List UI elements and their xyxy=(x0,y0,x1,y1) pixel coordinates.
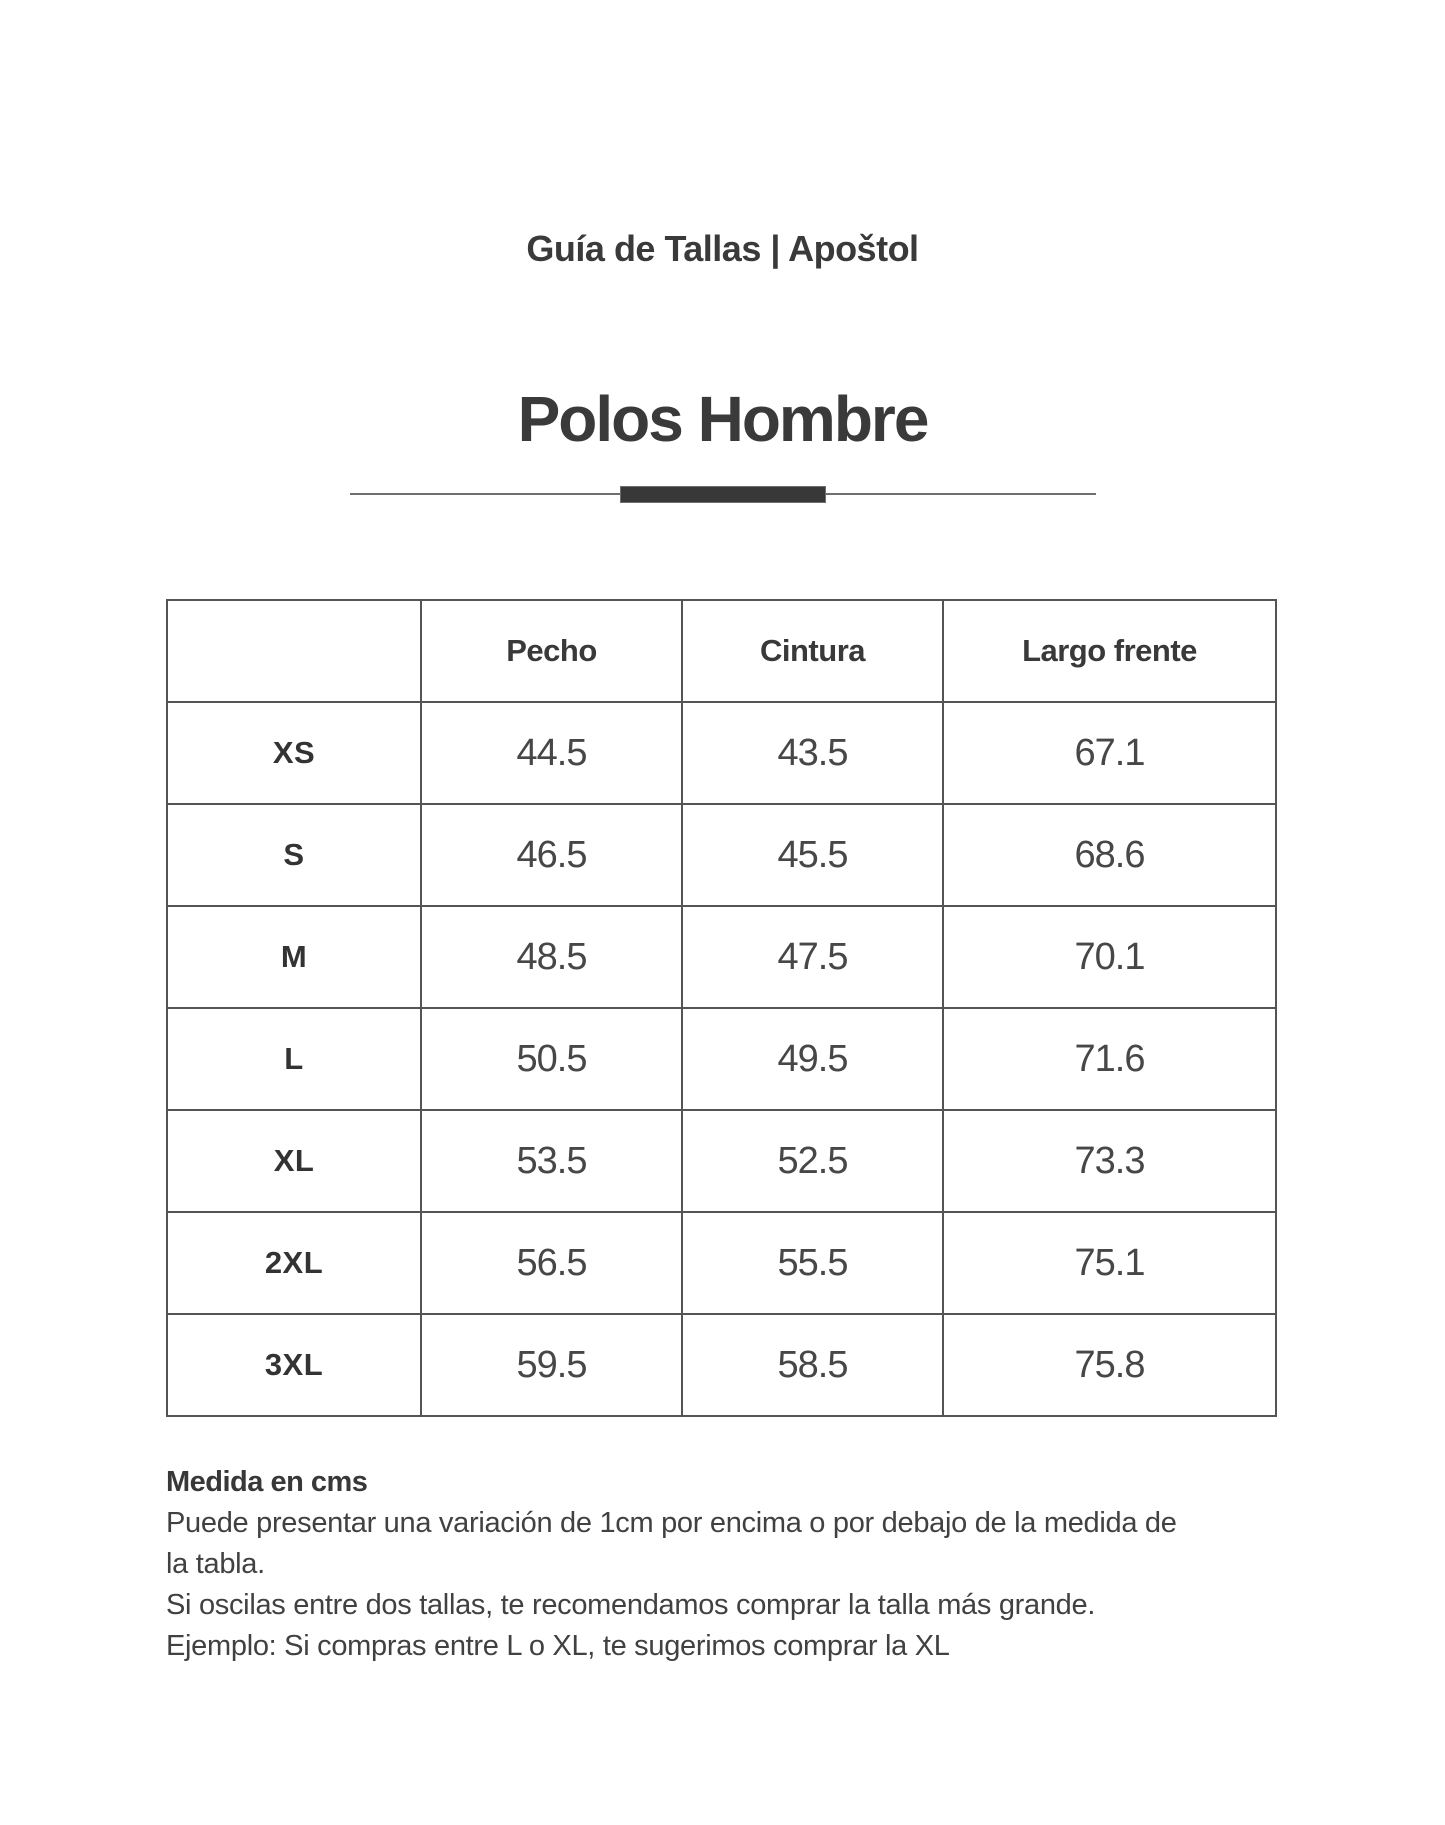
pecho-cell: 50.5 xyxy=(421,1008,682,1110)
table-row-3xl xyxy=(167,1314,1276,1416)
table-row-s xyxy=(167,804,1276,906)
pecho-cell: 44.5 xyxy=(421,702,682,804)
pecho-cell: 46.5 xyxy=(421,804,682,906)
largo-frente-cell: 70.1 xyxy=(943,906,1276,1008)
size-table xyxy=(166,599,1277,1417)
largo-frente-cell: 75.1 xyxy=(943,1212,1276,1314)
notes-line: Si oscilas entre dos tallas, te recomendamos comprar la talla más grande. xyxy=(166,1589,1096,1621)
largo-frente-cell: 67.1 xyxy=(943,702,1276,804)
table-row-xs xyxy=(167,702,1276,804)
table-row-m xyxy=(167,906,1276,1008)
table-header-row xyxy=(167,600,1276,702)
title-divider xyxy=(350,486,1096,503)
cintura-cell: 55.5 xyxy=(682,1212,943,1314)
largo-frente-cell: 71.6 xyxy=(943,1008,1276,1110)
cintura-cell: 45.5 xyxy=(682,804,943,906)
largo-frente-cell: 68.6 xyxy=(943,804,1276,906)
notes-heading: Medida en cms xyxy=(166,1466,368,1498)
cintura-cell: 58.5 xyxy=(682,1314,943,1416)
notes-line: la tabla. xyxy=(166,1548,265,1580)
size-cell: XL xyxy=(167,1110,421,1212)
page-title: Polos Hombre xyxy=(517,383,928,455)
measurement-notes xyxy=(166,1461,1296,1667)
corner-cell xyxy=(167,600,421,702)
cintura-cell: 47.5 xyxy=(682,906,943,1008)
column-header-largo-frente: Largo frente xyxy=(943,600,1276,702)
cintura-cell: 49.5 xyxy=(682,1008,943,1110)
table-row-l xyxy=(167,1008,1276,1110)
size-cell: S xyxy=(167,804,421,906)
size-cell: L xyxy=(167,1008,421,1110)
notes-line: Ejemplo: Si compras entre L o XL, te sugerimos comprar la XL xyxy=(166,1630,950,1662)
size-cell: 2XL xyxy=(167,1212,421,1314)
notes-line: Puede presentar una variación de 1cm por encima o por debajo de la medida de xyxy=(166,1507,1177,1539)
table-row-xl xyxy=(167,1110,1276,1212)
size-cell: M xyxy=(167,906,421,1008)
largo-frente-cell: 73.3 xyxy=(943,1110,1276,1212)
cintura-cell: 43.5 xyxy=(682,702,943,804)
size-cell: 3XL xyxy=(167,1314,421,1416)
pecho-cell: 48.5 xyxy=(421,906,682,1008)
pecho-cell: 53.5 xyxy=(421,1110,682,1212)
column-header-cintura: Cintura xyxy=(682,600,943,702)
size-cell: XS xyxy=(167,702,421,804)
divider-center-bar xyxy=(620,486,826,503)
pecho-cell: 59.5 xyxy=(421,1314,682,1416)
brand-header: Guía de Tallas | Apoštol xyxy=(526,228,919,269)
pecho-cell: 56.5 xyxy=(421,1212,682,1314)
table-row-2xl xyxy=(167,1212,1276,1314)
largo-frente-cell: 75.8 xyxy=(943,1314,1276,1416)
cintura-cell: 52.5 xyxy=(682,1110,943,1212)
column-header-pecho: Pecho xyxy=(421,600,682,702)
